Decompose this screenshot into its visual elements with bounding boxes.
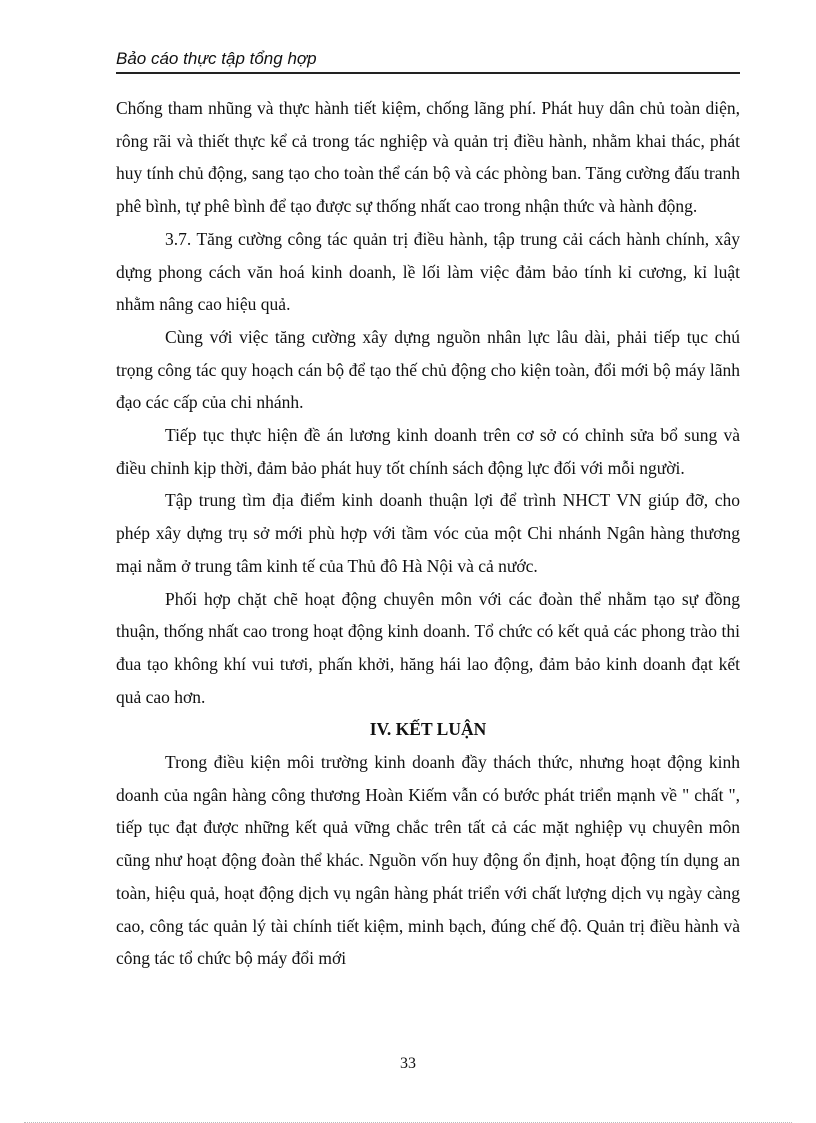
paragraph-3-7: 3.7. Tăng cường công tác quản trị điều hành, tập trung cải cách hành chính, xây dựng phong cách văn hoá kinh doanh, lề lối làm việc đảm bảo tính kỉ cương, kỉ luật nhằm nâng cao hiệu quả. (116, 228, 740, 315)
header-title: Bảo cáo thực tập tổng hợp (116, 49, 317, 68)
page-number: 33 (400, 1055, 416, 1072)
section-title-conclusion: IV. KẾT LUẬN (369, 719, 487, 740)
paragraph-anti-corruption: Chống tham nhũng và thực hành tiết kiệm, chống lãng phí. Phát huy dân chủ toàn diện, rông rãi và thiết thực kể cả trong tác nghiệp và quản trị điều hành, nhằm khai thác, phát huy tính chủ động, sang tạo cho toàn thể cán bộ và các phòng ban. Tăng cường đấu tranh phê bình, tự phê bình để tạo được sự thống nhất cao trong nhận thức và hành động. (116, 98, 740, 217)
document-body (116, 92, 740, 975)
paragraph-salary-scheme: Tiếp tục thực hiện đề án lương kinh doanh trên cơ sở có chỉnh sửa bổ sung và điều chỉnh kịp thời, đảm bảo phát huy tốt chính sách động lực đối với mỗi người. (116, 425, 740, 478)
paragraph-human-resources: Cùng với việc tăng cường xây dựng nguồn nhân lực lâu dài, phải tiếp tục chú trọng công tác quy hoạch cán bộ để tạo thế chủ động cho kiện toàn, đổi mới bộ máy lãnh đạo các cấp của chi nhánh. (116, 326, 740, 413)
paragraph-coordination: Phối hợp chặt chẽ hoạt động chuyên môn với các đoàn thể nhằm tạo sự đồng thuận, thống nhất cao trong hoạt động kinh doanh. Tổ chức có kết quả các phong trào thi đua tạo không khí vui tươi, phấn khởi, hăng hái lao động, đảm bảo kinh doanh đạt kết quả cao hơn. (116, 588, 740, 707)
paragraph-business-location: Tập trung tìm địa điểm kinh doanh thuận lợi để trình NHCT VN giúp đỡ, cho phép xây dựng trụ sở mới phù hợp với tầm vóc của một Chi nhánh Ngân hàng thương mại nằm ở trung tâm kinh tế của Thủ đô Hà Nội và cả nước. (116, 490, 740, 576)
page-header (116, 48, 740, 74)
paragraph-conclusion: Trong điều kiện môi trường kinh doanh đầy thách thức, nhưng hoạt động kinh doanh của ngân hàng công thương Hoàn Kiếm vẫn có bước phát triển mạnh về " chất ", tiếp tục đạt được những kết quả vững chắc trên tất cả các mặt nghiệp vụ chuyên môn cũng như hoạt động đoàn thể khác. Nguồn vốn huy động ổn định, hoạt động tín dụng an toàn, hiệu quả, hoạt động dịch vụ ngân hàng phát triển với chất lượng dịch vụ ngày càng cao, công tác quản lý tài chính tiết kiệm, minh bạch, đúng chế độ. Quản trị điều hành và công tác tổ chức bộ máy đổi mới (116, 752, 740, 969)
